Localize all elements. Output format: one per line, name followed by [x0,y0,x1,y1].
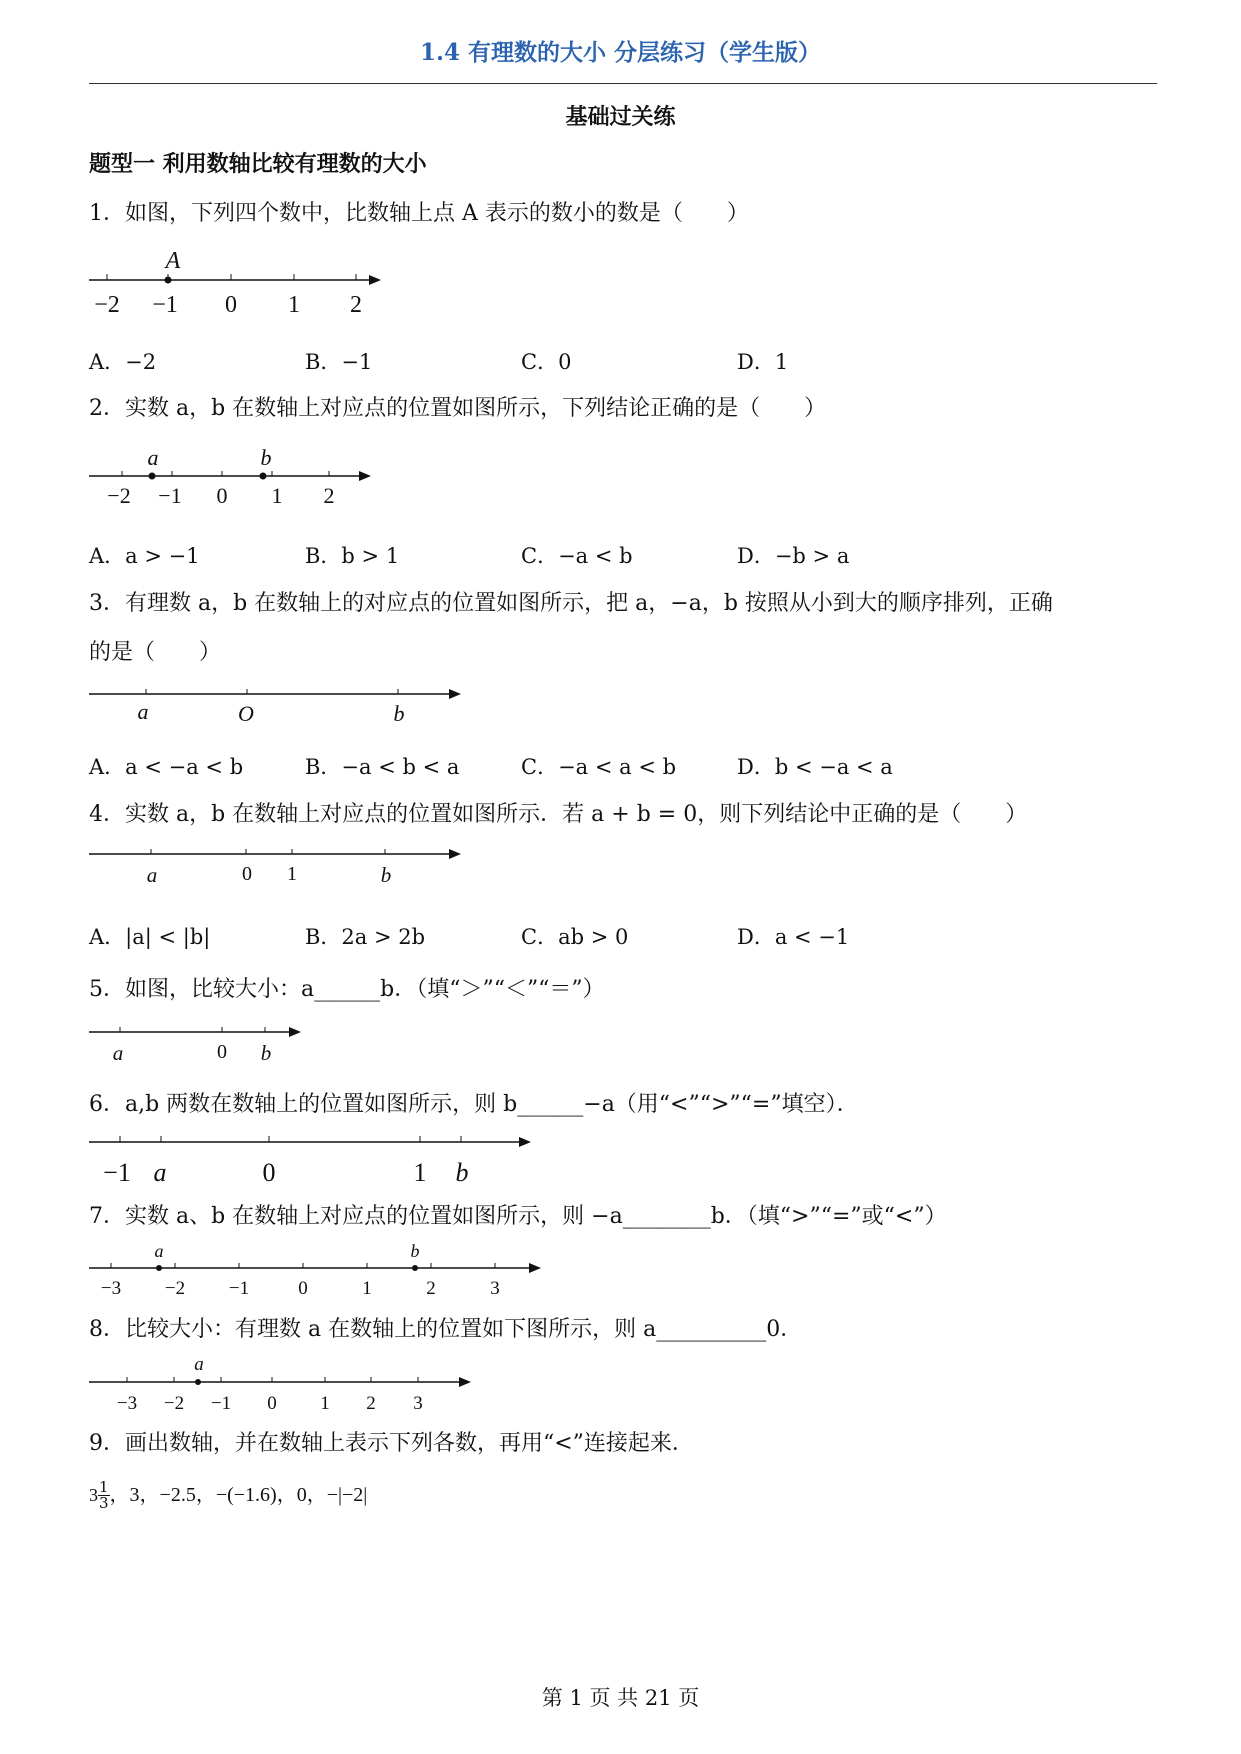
tick-label: 0 [242,863,252,885]
point-label: b [260,1041,272,1065]
origin-label: O [238,701,254,726]
tick-label: −1 [228,1278,250,1299]
question-5-stem: 5．如图，比较大小：a______b．（填“＞”“＜”“＝”） [89,977,605,1002]
question-3-number-line [85,680,475,730]
fraction [98,1477,110,1512]
point-a-dot [149,473,156,480]
question-6-number-line [85,1130,545,1192]
point-a-dot [195,1379,201,1385]
tick-label: −1 [158,483,182,508]
tick-label: 0 [216,483,228,508]
point-b-dot [412,1265,418,1271]
mixed-number-whole: 3 [89,1485,98,1505]
q2-option-c: C．−a < b [521,544,633,568]
question-4-number-line [85,845,475,895]
question-9-numbers [89,1478,367,1511]
tick-label: 0 [262,1158,276,1187]
point-label: a [137,699,149,724]
axis-arrow [519,1137,531,1147]
q2-option-d: D．−b > a [737,544,850,568]
axis-arrow [459,1377,471,1387]
q1-option-a: A．−2 [89,350,157,374]
tick-label: −2 [94,292,120,318]
question-3-stem-line-2: 的是（ ） [89,640,222,665]
tick-label: −3 [116,1393,138,1414]
q4-option-d: D．a < −1 [737,925,850,949]
tick-label: −2 [107,483,131,508]
point-label: a [147,445,159,470]
question-type-title: 题型一 利用数轴比较有理数的大小 [89,151,427,177]
point-label: b [260,445,272,470]
q2-option-a: A．a > −1 [89,544,200,568]
tick-label: −1 [210,1393,232,1414]
q3-option-a: A．a < −a < b [89,755,244,779]
axis-arrow [449,689,461,699]
tick-label: 0 [217,1041,227,1063]
question-5-number-line [85,1020,315,1070]
header-rule [89,83,1157,84]
tick-label: 0 [298,1278,308,1299]
tick-label: −2 [163,1393,185,1414]
q1-option-c: C．0 [521,350,572,374]
tick-label: 1 [362,1278,372,1299]
number-list: ，3，−2.5，−(−1.6)，0，−|−2| [109,1484,368,1506]
point-label: a [112,1041,124,1065]
point-label: b [455,1158,469,1187]
q2-option-b: B．b > 1 [305,544,400,568]
section-title: 基础过关练 [565,104,676,130]
q3-option-d: D．b < −a < a [737,755,893,779]
question-1-stem: 1．如图，下列四个数中，比数轴上点 A 表示的数小的数是（ ） [89,201,749,226]
q4-option-a: A．|a| < |b| [89,925,211,949]
tick-label: −1 [152,292,178,318]
point-label: a [154,1241,164,1261]
tick-label: 0 [225,292,237,318]
q1-option-b: B．−1 [305,350,373,374]
point-label: a [153,1158,167,1187]
question-8-stem: 8．比较大小：有理数 a 在数轴上的位置如下图所示，则 a__________0． [89,1317,803,1342]
q3-option-c: C．−a < a < b [521,755,677,779]
q4-option-b: B．2a > 2b [305,925,426,949]
point-a-dot [156,1265,162,1271]
point-label: a [194,1354,204,1375]
tick-label: 2 [366,1393,376,1414]
tick-label: 2 [350,292,362,318]
point-label: b [393,701,405,726]
tick-label: 1 [320,1393,330,1414]
q4-option-c: C．ab > 0 [521,925,629,949]
point-label: b [380,863,392,887]
point-label: A [165,248,181,274]
tick-label: 3 [490,1278,500,1299]
question-2-number-line [85,440,385,510]
tick-label: −2 [164,1278,186,1299]
point-label: b [410,1241,420,1261]
question-4-stem: 4．实数 a，b 在数轴上对应点的位置如图所示．若 a + b = 0，则下列结论中正确的是（ ） [89,802,1028,827]
tick-label: −1 [103,1158,131,1187]
question-8-number-line [85,1355,485,1415]
question-1-number-line [85,240,395,320]
fraction-numerator: 1 [99,1477,109,1496]
tick-label: 1 [288,292,300,318]
question-6-stem: 6．a,b 两数在数轴上的位置如图所示，则 b______−a（用“<”“>”“=”填空）． [89,1092,859,1117]
axis-arrow [529,1263,541,1273]
point-label: a [146,863,158,887]
tick-label: 2 [426,1278,436,1299]
question-3-stem-line-1: 3．有理数 a，b 在数轴上的对应点的位置如图所示，把 a，−a，b 按照从小到大的顺序排列，正确 [89,591,1053,616]
q1-option-d: D．1 [737,350,789,374]
tick-label: 0 [267,1393,277,1414]
tick-label: 2 [323,483,335,508]
question-2-stem: 2．实数 a，b 在数轴上对应点的位置如图所示，下列结论正确的是（ ） [89,396,827,421]
fraction-denominator: 3 [99,1493,109,1512]
tick-label: 3 [413,1393,423,1414]
tick-label: −3 [100,1278,122,1299]
axis-arrow [449,849,461,859]
page-footer: 第 1 页 共 21 页 [541,1686,700,1710]
point-b-dot [260,473,267,480]
point-a-dot [165,277,172,284]
tick-label: 1 [271,483,283,508]
axis-arrow [359,471,371,481]
tick-label: 1 [287,863,297,885]
question-7-number-line [85,1242,555,1302]
axis-arrow [369,275,381,285]
question-7-stem: 7．实数 a、b 在数轴上对应点的位置如图所示，则 −a________b．（填“>”“=”或“<”） [89,1204,947,1229]
axis-arrow [289,1027,301,1037]
question-9-stem: 9．画出数轴，并在数轴上表示下列各数，再用“<”连接起来． [89,1431,694,1456]
tick-label: 1 [413,1158,427,1187]
q3-option-b: B．−a < b < a [305,755,460,779]
document-header-title: 1.4 有理数的大小 分层练习（学生版） [419,39,822,66]
